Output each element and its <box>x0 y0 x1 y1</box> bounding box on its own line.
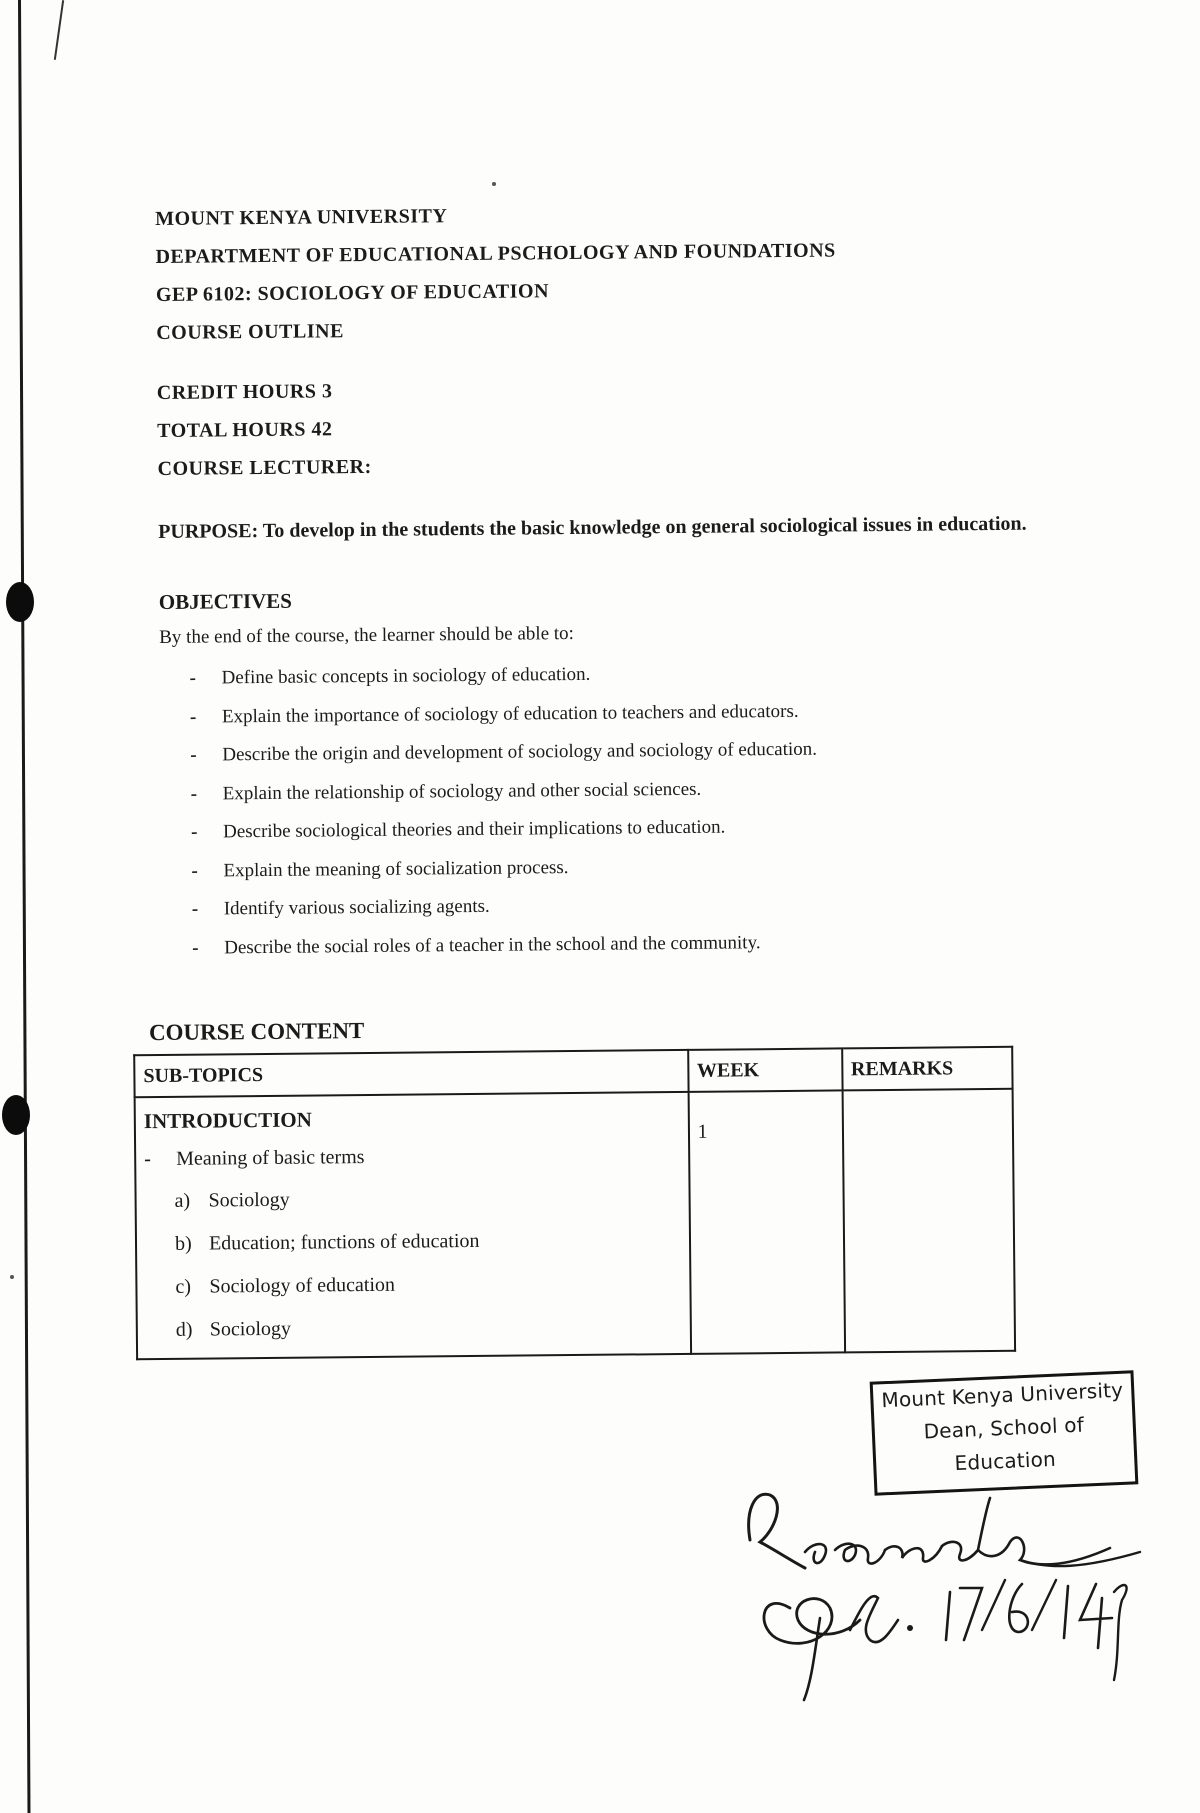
dash-bullet-icon: - <box>192 937 199 959</box>
dean-stamp <box>870 1370 1139 1495</box>
course-content-table <box>133 1046 1016 1360</box>
stamp-line-1: Mount Kenya University <box>880 1377 1124 1413</box>
margin-tick <box>54 0 64 60</box>
section-heading: INTRODUCTION <box>143 1107 312 1134</box>
stamp-line-2: Dean, School of <box>923 1412 1085 1444</box>
objective-item: - Explain the meaning of socialization process. <box>191 843 1141 891</box>
objective-item: - Define basic concepts in sociology of education. <box>189 651 1139 699</box>
total-hours: TOTAL HOURS 42 <box>157 418 333 442</box>
subtopics-header: SUB-TOPICS <box>134 1050 688 1097</box>
speck <box>10 1275 14 1279</box>
signature-icon <box>720 1480 1170 1710</box>
objectives-list <box>159 651 1142 968</box>
speck <box>492 182 496 186</box>
document-type: COURSE OUTLINE <box>156 320 344 344</box>
punch-hole-top <box>6 582 34 622</box>
section-bullet: - Meaning of basic terms <box>144 1133 680 1180</box>
punch-hole-bottom <box>2 1095 30 1135</box>
list-item: d) Sociology <box>175 1317 292 1341</box>
dash-bullet-icon: - <box>190 744 197 766</box>
week-cell <box>688 1090 845 1353</box>
stamp-line-3: Education <box>954 1446 1057 1476</box>
objectives-intro: By the end of the course, the learner should be able to: <box>159 622 574 648</box>
subtopics-cell <box>135 1092 691 1359</box>
university-name: MOUNT KENYA UNIVERSITY <box>155 205 448 230</box>
handwritten-annotation <box>720 1480 1170 1710</box>
subtopic-list <box>144 1175 681 1352</box>
dash-bullet-icon: - <box>144 1148 151 1171</box>
objective-item: - Describe the social roles of a teacher in the school and the community. <box>192 920 1142 968</box>
dash-bullet-icon: - <box>190 821 198 843</box>
purpose-statement: PURPOSE: To develop in the students the basic knowledge on general sociological issues in education. <box>158 512 1027 543</box>
objective-item: - Describe the origin and development of sociology and sociology of education. <box>190 728 1140 776</box>
dash-bullet-icon: - <box>189 706 197 728</box>
course-code-title: GEP 6102: SOCIOLOGY OF EDUCATION <box>155 280 550 306</box>
department-name: DEPARTMENT OF EDUCATIONAL PSCHOLOGY AND FOUNDATIONS <box>155 239 836 268</box>
objective-item: - Explain the relationship of sociology and other social sciences. <box>191 766 1141 814</box>
objective-item: - Describe sociological theories and their implications to education. <box>191 805 1141 853</box>
objective-item: - Identify various socializing agents. <box>192 882 1142 930</box>
credit-hours: CREDIT HOURS 3 <box>156 380 333 404</box>
dash-bullet-icon: - <box>190 783 198 805</box>
course-content-heading: COURSE CONTENT <box>148 1018 365 1046</box>
list-item: c) Sociology of education <box>175 1273 396 1298</box>
objective-item: - Explain the importance of sociology of education to teachers and educators. <box>190 689 1140 737</box>
table-row <box>135 1089 1015 1359</box>
list-item: b) Education; functions of education <box>174 1229 480 1255</box>
dash-bullet-icon: - <box>191 898 199 920</box>
document-body <box>143 191 1146 1360</box>
week-value: 1 <box>697 1120 708 1143</box>
remarks-cell <box>842 1089 1015 1353</box>
list-item: a) Sociology <box>174 1188 290 1212</box>
dash-bullet-icon: - <box>191 860 198 882</box>
remarks-header: REMARKS <box>842 1047 1013 1091</box>
margin-line <box>18 0 30 1813</box>
course-lecturer: COURSE LECTURER: <box>157 455 372 480</box>
week-header: WEEK <box>688 1048 842 1091</box>
objectives-heading: OBJECTIVES <box>158 588 293 614</box>
dash-bullet-icon: - <box>189 667 197 689</box>
